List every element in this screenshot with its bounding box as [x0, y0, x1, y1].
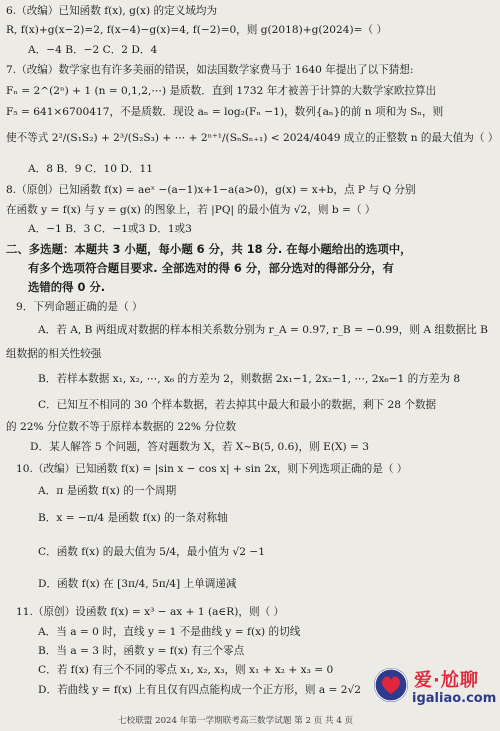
- q9-option-a-line-2: 组数据的相关性较强: [6, 348, 102, 360]
- q10-option-b: B．x = −π/4 是函数 f(x) 的一条对称轴: [38, 512, 228, 524]
- q11-option-a: A．当 a = 0 时，直线 y = 1 不是曲线 y = f(x) 的切线: [38, 626, 301, 638]
- q7-line-2: Fₙ = 2^(2ⁿ) + 1 (n = 0,1,2,⋯) 是质数．直到 1732 年才被善于计算的大数学家欧拉算出: [6, 85, 437, 97]
- q7-line-3: F₅ = 641×6700417，不是质数．现设 aₙ = log₂(Fₙ −1)，数列{aₙ}的前 n 项和为 Sₙ，则: [6, 106, 444, 118]
- q10-option-d: D．函数 f(x) 在 [3π/4, 5π/4] 上单调递减: [38, 578, 237, 590]
- q9-option-b: B．若样本数据 x₁, x₂, ⋯, x₆ 的方差为 2，则数据 2x₁−1, 2x₂−1, ⋯, 2x₆−1 的方差为 8: [38, 373, 461, 385]
- q9-option-c-line-2: 的 22% 分位数不等于原样本数据的 22% 分位数: [6, 421, 237, 433]
- q10-option-c: C．函数 f(x) 的最大值为 5/4，最小值为 √2 −1: [38, 546, 265, 558]
- watermark-brand: 爱·尬聊: [414, 670, 479, 691]
- page-footer: 七校联盟 2024 年第一学期联考高三数学试题 第 2 页 共 4 页: [118, 716, 354, 726]
- q10-option-a: A．π 是函数 f(x) 的一个周期: [38, 485, 177, 497]
- q7-line-4: 使不等式 2²/(S₁S₂) + 2³/(S₂S₃) + ⋯ + 2ⁿ⁺¹/(SₙSₙ₊₁) < 2024/4049 成立的正整数 n 的最大值为（ ）: [6, 132, 499, 144]
- q11-option-c: C．若 f(x) 有三个不同的零点 x₁, x₂, x₃，则 x₁ + x₂ + x₃ = 0: [38, 664, 334, 676]
- q6-options: A．−4 B．−2 C．2 D．4: [28, 44, 158, 56]
- section-heading-line-1: 二、多选题：本题共 3 小题，每小题 6 分，共 18 分. 在每小题给出的选项中，: [6, 242, 412, 256]
- q6-line-2: R, f(x)+g(x−2)=2, f(x−4)−g(x)=4, f(−2)=0，则 g(2018)+g(2024)=（ ）: [6, 24, 388, 36]
- q8-options: A．−1 B．3 C．−1或3 D．1或3: [28, 223, 192, 235]
- q9-option-d: D．某人解答 5 个问题，答对题数为 X，若 X~B(5, 0.6)，则 E(X) = 3: [30, 441, 369, 453]
- q11-option-d: D．若曲线 y = f(x) 上有且仅有四点能构成一个正方形，则 a = 2√2: [38, 684, 361, 696]
- q8-line-2: 在函数 y = f(x) 与 y = g(x) 的图象上，若 |PQ| 的最小值为 √2，则 b =（ ）: [6, 204, 376, 216]
- q10-stem: 10.（改编）已知函数 f(x) = |sin x − cos x| + sin 2x，则下列选项正确的是（ ）: [16, 463, 408, 475]
- q11-option-b: B．当 a = 3 时，函数 y = f(x) 有三个零点: [38, 645, 245, 657]
- q6-line-1: 6.（改编）已知函数 f(x), g(x) 的定义域均为: [6, 5, 218, 17]
- q8-line-1: 8.（原创）已知函数 f(x) = aeˣ −(a−1)x+1−a(a>0)，g(x) = x+b，点 P 与 Q 分别: [6, 184, 416, 196]
- q7-line-1: 7.（改编）数学家也有许多美丽的错误，如法国数学家费马于 1640 年提出了以下猜想:: [6, 64, 414, 76]
- section-heading-line-2: 有多个选项符合题目要求. 全部选对的得 6 分，部分选对的得部分分，有: [28, 261, 394, 275]
- q11-stem: 11.（原创）设函数 f(x) = x³ − ax + 1 (a∈R)，则（ ）: [16, 606, 285, 618]
- q7-options: A．8 B．9 C．10 D．11: [28, 163, 153, 175]
- watermark-url: igaliao.com: [412, 691, 497, 706]
- q9-option-a-line-1: A．若 A, B 两组成对数据的样本相关系数分别为 r_A = 0.97, r_B = −0.99，则 A 组数据比 B: [38, 324, 488, 336]
- watermark: [372, 664, 496, 714]
- igaliao-logo-icon: [372, 666, 410, 704]
- section-heading-line-3: 选错的得 0 分.: [28, 280, 106, 294]
- q9-stem: 9．下列命题正确的是（ ）: [16, 301, 143, 313]
- q9-option-c-line-1: C．已知互不相同的 30 个样本数据，若去掉其中最大和最小的数据，剩下 28 个数据: [38, 399, 437, 411]
